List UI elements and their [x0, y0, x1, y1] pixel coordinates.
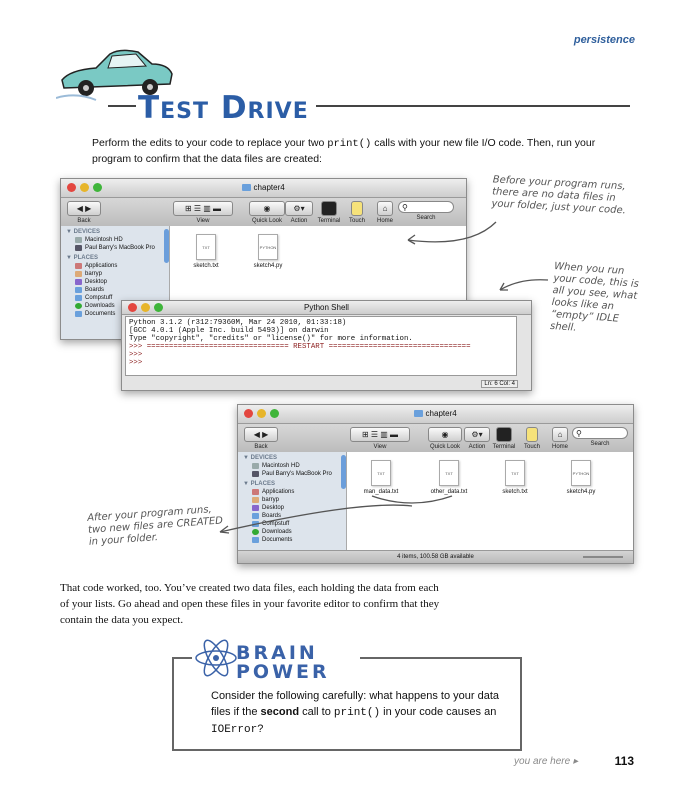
shell-prompt: >>> — [129, 359, 143, 367]
home-button[interactable]: ⌂ Home — [371, 201, 399, 224]
file-item[interactable]: TXT sketch.txt — [485, 460, 545, 495]
finder-toolbar — [238, 424, 633, 453]
text-file-icon: TXT — [196, 234, 216, 260]
home-icon — [75, 271, 82, 277]
zoom-slider[interactable] — [583, 556, 623, 558]
zoom-light[interactable] — [154, 303, 163, 312]
sidebar-item-barryp[interactable]: barryp — [238, 496, 346, 504]
file-item[interactable]: TXT sketch.txt — [176, 234, 236, 269]
atom-icon — [192, 636, 240, 680]
folder-icon — [75, 295, 82, 301]
sidebar-item-documents[interactable]: Documents — [238, 536, 346, 544]
zoom-light[interactable] — [93, 183, 102, 192]
applications-icon — [75, 263, 82, 269]
brain-power-text: Consider the following carefully: what happens to your data files if the second call to print() in your code causes an IOError? — [211, 690, 500, 736]
shell-output[interactable] — [125, 316, 517, 376]
folder-icon — [252, 521, 259, 527]
folder-icon — [242, 184, 251, 191]
text-file-icon: TXT — [371, 460, 391, 486]
sidebar-item-macbook[interactable]: Paul Barry's MacBook Pro — [61, 244, 169, 252]
folder-icon — [75, 311, 82, 317]
sidebar-heading-devices: ▼ DEVICES — [66, 229, 100, 235]
sidebar-item-boards[interactable]: Boards — [238, 512, 346, 520]
sidebar-item-downloads[interactable]: Downloads — [61, 302, 169, 310]
gear-icon: ⚙▾ — [285, 201, 313, 216]
back-button[interactable]: ◀ ▶ Back — [244, 427, 278, 450]
terminal-icon — [321, 201, 337, 216]
you-are-here-label: you are here ▸ — [514, 756, 578, 767]
minimize-light[interactable] — [141, 303, 150, 312]
search-field[interactable]: ⚲ Search — [395, 201, 457, 221]
title-rule-right — [316, 105, 630, 107]
finder-sidebar — [238, 452, 347, 550]
inline-code: print() — [327, 138, 372, 150]
finder-titlebar — [61, 179, 466, 198]
sidebar-item-macbook[interactable]: Paul Barry's MacBook Pro — [238, 470, 346, 478]
eye-icon: ◉ — [428, 427, 462, 442]
sidebar-item-applications[interactable]: Applications — [61, 262, 169, 270]
action-button[interactable]: ⚙▾ Action — [285, 201, 313, 224]
document-icon — [351, 201, 363, 216]
arrow-shell — [500, 280, 548, 290]
finder-status-bar: 4 items, 100.58 GB available — [238, 550, 633, 563]
terminal-icon — [496, 427, 512, 442]
shell-line: Python 3.1.2 (r312:79360M, Mar 24 2010, 01:33:18) — [129, 319, 347, 327]
applications-icon — [252, 489, 259, 495]
file-item[interactable]: TXT other_data.txt — [419, 460, 479, 495]
finder-titlebar — [238, 405, 633, 424]
home-icon: ⌂ — [552, 427, 568, 442]
folder-icon — [252, 513, 259, 519]
shell-status: Ln: 6 Col: 4 — [481, 380, 518, 388]
touch-button[interactable]: Touch — [343, 201, 371, 224]
touch-button[interactable]: Touch — [518, 427, 546, 450]
shell-line: [GCC 4.0.1 (Apple Inc. build 5493)] on darwin — [129, 327, 329, 335]
python-file-icon: PYTHON — [571, 460, 591, 486]
text-file-icon: TXT — [505, 460, 525, 486]
terminal-button[interactable]: Terminal — [315, 201, 343, 224]
back-button[interactable]: ◀ ▶ Back — [67, 201, 101, 224]
desktop-icon — [252, 505, 259, 511]
folder-icon — [414, 410, 423, 417]
quick-look-button[interactable]: ◉ Quick Look — [428, 427, 462, 450]
minimize-light[interactable] — [257, 409, 266, 418]
finder-toolbar — [61, 198, 466, 227]
view-button[interactable]: ⊞ ☰ ▥ ▬ View — [173, 201, 233, 224]
home-icon — [252, 497, 259, 503]
close-light[interactable] — [67, 183, 76, 192]
sidebar-item-compstuff[interactable]: Compstuff — [238, 520, 346, 528]
section-tag: persistence — [573, 34, 635, 46]
desktop-icon — [75, 279, 82, 285]
zoom-light[interactable] — [270, 409, 279, 418]
downloads-icon — [75, 303, 82, 309]
sidebar-item-desktop[interactable]: Desktop — [238, 504, 346, 512]
page-number: 113 — [614, 754, 634, 768]
close-light[interactable] — [244, 409, 253, 418]
sidebar-scrollbar[interactable] — [164, 229, 169, 263]
home-button[interactable]: ⌂ Home — [546, 427, 574, 450]
close-light[interactable] — [128, 303, 137, 312]
python-file-icon: PYTHON — [258, 234, 278, 260]
sidebar-heading-places: ▼ PLACES — [243, 481, 275, 487]
file-item[interactable]: TXT man_data.txt — [351, 460, 411, 495]
window-title: chapter4 — [425, 409, 457, 418]
downloads-icon — [252, 529, 259, 535]
folder-icon — [252, 537, 259, 543]
sidebar-item-compstuff[interactable]: Compstuff — [61, 294, 169, 302]
eye-icon: ◉ — [249, 201, 285, 216]
search-icon: ⚲ — [572, 427, 628, 439]
minimize-light[interactable] — [80, 183, 89, 192]
file-item[interactable]: PYTHON sketch4.py — [238, 234, 298, 269]
python-shell-window — [121, 300, 532, 391]
bp-rule-left — [172, 657, 192, 659]
sidebar-item-barryp[interactable]: barryp — [61, 270, 169, 278]
sidebar-heading-places: ▼ PLACES — [66, 255, 98, 261]
document-icon — [526, 427, 538, 442]
window-title: Python Shell — [304, 303, 349, 312]
finder-window-after — [237, 404, 634, 564]
sidebar-heading-devices: ▼ DEVICES — [243, 455, 277, 461]
sidebar-item-documents[interactable]: Documents — [61, 310, 169, 318]
intro-text: Perform the edits to your code to replace your two print() calls with your new file I/O code. Then, run your program to confirm that the data files are created: — [92, 137, 596, 165]
sidebar-item-macintosh-hd[interactable]: Macintosh HD — [238, 462, 346, 470]
body-paragraph: That code worked, too. You’ve created two data files, each holding the data from each of your lists. Go ahead and open these files in your favorite editor to confirm that they contain the data you expect. — [60, 582, 440, 626]
sidebar-scrollbar[interactable] — [341, 455, 346, 489]
hard-drive-icon — [75, 237, 82, 243]
sidebar-item-macintosh-hd[interactable]: Macintosh HD — [61, 236, 169, 244]
title-rule-left — [108, 105, 136, 107]
shell-line: Type "copyright", "credits" or "license()" for more information. — [129, 335, 413, 343]
shell-titlebar — [122, 301, 531, 315]
search-icon: ⚲ — [398, 201, 454, 213]
shell-line: >>> ================================ RESTART ================================ — [129, 343, 471, 351]
brain-power-title: BRAIN POWER — [236, 642, 330, 683]
sidebar-item-applications[interactable]: Applications — [238, 488, 346, 496]
action-button[interactable]: ⚙▾ Action — [464, 427, 490, 450]
sidebar-item-downloads[interactable]: Downloads — [238, 528, 346, 536]
sidebar-item-desktop[interactable]: Desktop — [61, 278, 169, 286]
window-title: chapter4 — [253, 183, 285, 192]
annotation-after: After your program runs, two new files are CREATED in your folder. — [86, 504, 224, 548]
file-item[interactable]: PYTHON sketch4.py — [551, 460, 611, 495]
laptop-icon — [252, 471, 259, 477]
folder-icon — [75, 287, 82, 293]
bp-rule-right — [360, 657, 520, 659]
quick-look-button[interactable]: ◉ Quick Look — [249, 201, 285, 224]
shell-prompt: >>> — [129, 351, 143, 359]
terminal-button[interactable]: Terminal — [490, 427, 518, 450]
home-icon: ⌂ — [377, 201, 393, 216]
search-field[interactable]: ⚲ Search — [570, 427, 630, 447]
view-button[interactable]: ⊞ ☰ ▥ ▬ View — [350, 427, 410, 450]
gear-icon: ⚙▾ — [464, 427, 490, 442]
text-file-icon: TXT — [439, 460, 459, 486]
hard-drive-icon — [252, 463, 259, 469]
file-area — [347, 452, 633, 550]
annotation-shell: When you run your code, this is all you see, what looks like an “empty” IDLE shell. — [549, 261, 640, 334]
laptop-icon — [75, 245, 82, 251]
annotation-before: Before your program runs, there are no data files in your folder, just your code. — [491, 174, 627, 217]
test-drive-title: Test Drive — [138, 90, 309, 126]
sidebar-item-boards[interactable]: Boards — [61, 286, 169, 294]
